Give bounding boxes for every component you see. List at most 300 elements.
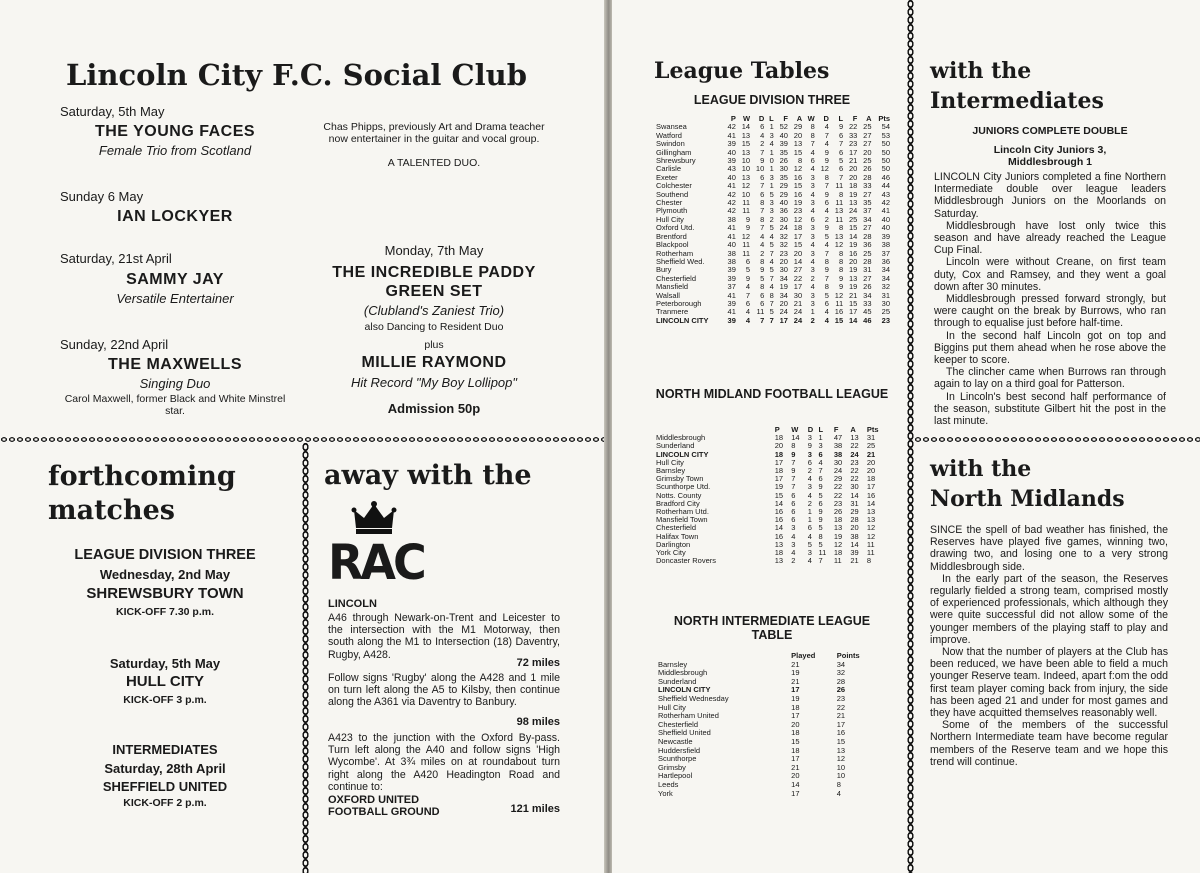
table-row bbox=[658, 772, 880, 781]
table-cell: 9 bbox=[807, 441, 812, 451]
table-cell: 6 bbox=[824, 298, 829, 308]
table-cell: 4 bbox=[810, 240, 815, 250]
table-cell: 42 bbox=[727, 122, 736, 132]
chain-divider bbox=[914, 436, 1200, 443]
table-cell: 24 bbox=[793, 315, 803, 325]
team-name: LINCOLN CITY bbox=[658, 685, 711, 695]
table-cell: 2 bbox=[760, 248, 765, 258]
crown-icon bbox=[350, 500, 398, 536]
table-cell: 11 bbox=[818, 548, 827, 558]
table-cell: 17 bbox=[848, 147, 858, 157]
table-cell: 19 bbox=[848, 282, 858, 292]
table-cell: 18 bbox=[774, 433, 784, 443]
table-cell: 22 bbox=[793, 273, 803, 283]
table-cell: 7 bbox=[791, 457, 796, 467]
table-cell: 33 bbox=[848, 130, 858, 140]
table-cell: 3 bbox=[818, 441, 823, 451]
table-cell: 1 bbox=[807, 515, 812, 525]
team-name: Swindon bbox=[656, 139, 685, 149]
table-cell: 5 bbox=[769, 240, 774, 250]
table-cell: 3 bbox=[810, 298, 815, 308]
table-cell: 25 bbox=[863, 156, 872, 166]
report-paragraph: In the early part of the season, the Reserves regularly fielded a strong team, comprised mostly of experienced professionals, which although they were quite successful did not allow some of the younger members of the playing staff to play and improve. bbox=[930, 572, 1168, 646]
table-cell: 41 bbox=[727, 307, 736, 317]
table-cell: 7 bbox=[838, 139, 844, 149]
team-name: Middlesbrough bbox=[656, 433, 706, 443]
table-cell: 33 bbox=[863, 181, 872, 191]
table-cell: 3 bbox=[810, 265, 815, 275]
table-cell: 8 bbox=[797, 156, 803, 166]
table-cell: 3 bbox=[810, 181, 815, 191]
table-cell: 20 bbox=[779, 298, 788, 308]
north-intermediate-title: NORTH INTERMEDIATE LEAGUE TABLE bbox=[673, 614, 871, 642]
table-cell: 6 bbox=[818, 449, 823, 459]
table-cell: 7 bbox=[791, 474, 796, 484]
report-paragraph: Some of the members of the successful Northern Intermediate team have become regular members of the Reserve team and we hope this trend will continue. bbox=[930, 719, 1168, 768]
table-cell: 20 bbox=[791, 771, 800, 781]
table-cell: 35 bbox=[779, 147, 788, 157]
table-cell: 23 bbox=[850, 457, 859, 467]
team-name: Sheffield Wednesday bbox=[658, 693, 729, 703]
table-cell: 2 bbox=[810, 273, 815, 283]
table-cell: 8 bbox=[824, 172, 829, 182]
table-cell: 3 bbox=[807, 449, 812, 459]
table-cell: 10 bbox=[741, 164, 751, 174]
table-cell: 13 bbox=[848, 198, 858, 208]
table-cell: 42 bbox=[881, 198, 890, 208]
table-cell: 39 bbox=[779, 139, 788, 149]
table-cell: 14 bbox=[850, 539, 859, 549]
table-cell: 17 bbox=[793, 231, 803, 241]
table-cell: 1 bbox=[769, 164, 774, 174]
team-name: Plymouth bbox=[656, 206, 688, 216]
table-cell: 9 bbox=[745, 273, 751, 283]
table-cell: 13 bbox=[774, 556, 784, 566]
table-row bbox=[658, 695, 880, 704]
column-header: D bbox=[807, 425, 814, 434]
table-cell: 8 bbox=[760, 198, 765, 208]
table-cell: 20 bbox=[791, 719, 800, 729]
table-cell: 32 bbox=[779, 231, 788, 241]
table-cell: 31 bbox=[881, 290, 890, 300]
table-cell: 30 bbox=[850, 482, 859, 492]
table-cell: 14 bbox=[866, 498, 876, 508]
table-cell: 14 bbox=[774, 523, 784, 533]
column-header: Points bbox=[836, 651, 860, 660]
table-cell: 17 bbox=[791, 788, 800, 798]
team-name: Bradford City bbox=[656, 498, 700, 508]
match-competition: INTERMEDIATES bbox=[112, 742, 218, 757]
report-paragraph: Now that the number of players at the Club has been reduced, we have been able to field a much younger Reserve team. Indeed, apart f:om the odd first team player coming back from injury, the side has been aged 21 and under for most games and they have acquitted themselves reasonably well. bbox=[930, 646, 1168, 720]
team-name: Sunderland bbox=[658, 676, 697, 686]
team-name: Notts. County bbox=[656, 490, 702, 500]
table-cell: 3 bbox=[791, 539, 796, 549]
table-cell: 38 bbox=[727, 214, 736, 224]
table-cell: 50 bbox=[881, 147, 890, 157]
team-name: Exeter bbox=[656, 172, 678, 182]
table-cell: 13 bbox=[834, 231, 844, 241]
table-cell: 2 bbox=[824, 214, 829, 224]
team-name: Scunthorpe bbox=[658, 754, 697, 764]
event-date: Sunday, 22nd April bbox=[60, 337, 169, 352]
table-cell: 50 bbox=[881, 164, 890, 174]
report-paragraph: LINCOLN City Juniors completed a fine Northern Intermediate double over league leaders Middlesbrough Juniors on the Moorlands on Saturday. bbox=[934, 171, 1166, 220]
team-name: LINCOLN CITY bbox=[656, 449, 709, 459]
table-cell: 8 bbox=[810, 130, 815, 140]
table-cell: 7 bbox=[769, 315, 774, 325]
table-cell: 41 bbox=[727, 181, 736, 191]
table-cell: 34 bbox=[836, 659, 846, 669]
table-cell: 27 bbox=[863, 189, 872, 199]
table-cell: 9 bbox=[745, 214, 751, 224]
table-cell: 39 bbox=[727, 156, 736, 166]
table-cell: 5 bbox=[818, 523, 823, 533]
team-name: Hull City bbox=[656, 457, 684, 467]
division-three-title: LEAGUE DIVISION THREE bbox=[693, 93, 851, 107]
table-cell: 6 bbox=[807, 523, 812, 533]
table-cell: 20 bbox=[863, 147, 872, 157]
team-name: Blackpool bbox=[656, 240, 689, 250]
table-cell: 7 bbox=[824, 181, 829, 191]
table-header bbox=[658, 652, 880, 661]
team-name: York bbox=[658, 788, 673, 798]
table-cell: 16 bbox=[774, 515, 784, 525]
table-cell: 23 bbox=[793, 206, 803, 216]
table-cell: 15 bbox=[741, 139, 751, 149]
table-cell: 39 bbox=[881, 231, 890, 241]
team-name: Huddersfield bbox=[658, 745, 701, 755]
table-cell: 8 bbox=[838, 189, 844, 199]
table-cell: 13 bbox=[834, 206, 844, 216]
table-cell: 17 bbox=[836, 719, 846, 729]
table-cell: 9 bbox=[838, 273, 844, 283]
team-name: Newcastle bbox=[658, 736, 693, 746]
table-cell: 15 bbox=[848, 298, 858, 308]
table-cell: 2 bbox=[791, 556, 796, 566]
table-cell: 24 bbox=[793, 307, 803, 317]
match-date: Saturday, 28th April bbox=[104, 761, 226, 776]
table-cell: 27 bbox=[863, 223, 872, 233]
table-cell: 37 bbox=[727, 282, 736, 292]
table-cell: 6 bbox=[810, 156, 815, 166]
table-cell: 34 bbox=[779, 273, 788, 283]
table-cell: 5 bbox=[745, 265, 751, 275]
match-kickoff: KICK-OFF 7.30 p.m. bbox=[115, 606, 214, 618]
table-cell: 12 bbox=[834, 240, 844, 250]
table-cell: 17 bbox=[791, 685, 800, 695]
table-cell: 50 bbox=[881, 156, 890, 166]
table-cell: 1 bbox=[769, 147, 774, 157]
table-cell: 39 bbox=[727, 315, 736, 325]
table-cell: 7 bbox=[760, 147, 765, 157]
table-cell: 9 bbox=[824, 156, 829, 166]
table-cell: 5 bbox=[769, 189, 774, 199]
event-subtitle: Female Trio from Scotland bbox=[98, 143, 252, 158]
table-cell: 6 bbox=[760, 298, 765, 308]
event-note: Carol Maxwell, former Black and White Minstrel star. bbox=[64, 393, 286, 417]
table-cell: 34 bbox=[881, 273, 890, 283]
table-cell: 19 bbox=[848, 265, 858, 275]
event-title: THE MAXWELLS bbox=[108, 356, 242, 373]
table-cell: 3 bbox=[769, 172, 774, 182]
team-name: Leeds bbox=[658, 779, 679, 789]
forthcoming-title: forthcoming matches bbox=[48, 461, 236, 526]
table-cell: 6 bbox=[824, 198, 829, 208]
team-name: Scunthorpe Utd. bbox=[656, 482, 711, 492]
column-header: A bbox=[866, 114, 872, 123]
table-cell: 40 bbox=[779, 198, 788, 208]
table-cell: 32 bbox=[836, 668, 846, 678]
chain-divider bbox=[0, 436, 604, 443]
report-paragraph: SINCE the spell of bad weather has finished, the Reserves have played five games, winning two, drawing two, and losing one to a very strong Middlesbrough side. bbox=[930, 524, 1168, 573]
division-three-table bbox=[656, 115, 890, 325]
table-cell: 22 bbox=[850, 466, 859, 476]
report-paragraph: The clincher came when Burrows ran through again to lay on a third goal for Patterson. bbox=[934, 366, 1166, 391]
event-date: Saturday, 5th May bbox=[60, 104, 165, 119]
table-cell: 8 bbox=[866, 556, 872, 566]
table-cell: 6 bbox=[807, 457, 812, 467]
table-cell: 22 bbox=[850, 474, 859, 484]
table-cell: 19 bbox=[791, 668, 800, 678]
column-header: D bbox=[823, 114, 829, 123]
table-cell: 20 bbox=[848, 256, 858, 266]
team-name: Mansfield Town bbox=[656, 515, 708, 525]
table-cell: 7 bbox=[769, 298, 774, 308]
table-cell: 5 bbox=[769, 307, 774, 317]
table-cell: 2 bbox=[760, 139, 765, 149]
table-cell: 4 bbox=[745, 282, 751, 292]
table-cell: 27 bbox=[863, 130, 872, 140]
team-name: Gillingham bbox=[656, 147, 692, 157]
table-cell: 12 bbox=[866, 531, 876, 541]
table-cell: 4 bbox=[810, 206, 815, 216]
table-cell: 3 bbox=[807, 482, 812, 492]
table-cell: 4 bbox=[810, 164, 815, 174]
table-cell: 18 bbox=[791, 728, 800, 738]
table-cell: 30 bbox=[833, 457, 843, 467]
table-cell: 44 bbox=[881, 181, 890, 191]
table-cell: 6 bbox=[760, 189, 765, 199]
table-cell: 24 bbox=[850, 449, 859, 459]
table-cell: 4 bbox=[810, 189, 815, 199]
table-cell: 43 bbox=[881, 189, 890, 199]
table-cell: 10 bbox=[741, 156, 751, 166]
away-title: away with the bbox=[324, 460, 532, 491]
table-cell: 13 bbox=[793, 139, 803, 149]
match-result: Lincoln City Juniors 3, bbox=[993, 144, 1107, 156]
table-cell: 16 bbox=[848, 248, 858, 258]
table-cell: 20 bbox=[848, 164, 858, 174]
table-cell: 17 bbox=[866, 482, 876, 492]
table-cell: 17 bbox=[793, 282, 803, 292]
event-title: THE YOUNG FACES bbox=[94, 123, 256, 140]
table-cell: 16 bbox=[834, 307, 844, 317]
table-cell: 2 bbox=[807, 466, 812, 476]
team-name: Chesterfield bbox=[658, 719, 699, 729]
plus-text: plus bbox=[424, 339, 444, 351]
table-cell: 29 bbox=[779, 189, 788, 199]
table-cell: 13 bbox=[774, 539, 784, 549]
route-paragraph: A423 to the junction with the Oxford By-pass. Turn left along the A40 and follow signs 'High Wycombe'. At 3¾ miles on at roundabout turn right along the A420 Headington Road and continue to: bbox=[328, 732, 560, 793]
table-cell: 9 bbox=[824, 189, 829, 199]
table-cell: 32 bbox=[779, 240, 788, 250]
table-cell: 21 bbox=[793, 298, 803, 308]
table-cell: 15 bbox=[793, 181, 803, 191]
table-cell: 7 bbox=[810, 139, 815, 149]
table-cell: 19 bbox=[779, 282, 788, 292]
table-cell: 2 bbox=[769, 214, 774, 224]
team-name: Rotherham bbox=[656, 248, 694, 258]
table-cell: 36 bbox=[863, 240, 872, 250]
table-cell: 53 bbox=[881, 130, 890, 140]
report-paragraph: In Lincoln's best second half performance of the season, substitute Gilbert hit the post in the last minute. bbox=[934, 390, 1166, 428]
table-cell: 38 bbox=[833, 449, 843, 459]
column-header: F bbox=[852, 114, 858, 123]
table-cell: 14 bbox=[774, 498, 784, 508]
column-header: A bbox=[796, 114, 803, 123]
table-cell: 8 bbox=[760, 256, 765, 266]
table-cell: 7 bbox=[760, 206, 765, 216]
table-cell: 6 bbox=[791, 515, 796, 525]
table-cell: 25 bbox=[848, 214, 858, 224]
table-cell: 46 bbox=[863, 315, 872, 325]
table-cell: 22 bbox=[836, 702, 846, 712]
table-cell: 10 bbox=[755, 164, 765, 174]
table-cell: 9 bbox=[838, 122, 844, 132]
table-cell: 24 bbox=[848, 206, 858, 216]
table-cell: 10 bbox=[836, 762, 846, 772]
table-cell: 37 bbox=[881, 248, 890, 258]
team-name: Shrewsbury bbox=[656, 156, 696, 166]
table-cell: 15 bbox=[774, 490, 784, 500]
table-cell: 7 bbox=[838, 172, 844, 182]
table-cell: 3 bbox=[810, 231, 815, 241]
table-cell: 12 bbox=[793, 164, 803, 174]
table-cell: 7 bbox=[818, 466, 823, 476]
table-cell: 20 bbox=[850, 523, 859, 533]
table-cell: 29 bbox=[779, 181, 788, 191]
table-cell: 21 bbox=[791, 676, 800, 686]
event-date: Monday, 7th May bbox=[384, 243, 484, 258]
table-cell: 26 bbox=[863, 164, 872, 174]
match-competition: LEAGUE DIVISION THREE bbox=[74, 547, 256, 563]
table-cell: 24 bbox=[779, 307, 788, 317]
table-cell: 12 bbox=[836, 754, 846, 764]
table-cell: 38 bbox=[833, 441, 843, 451]
table-cell: 8 bbox=[838, 256, 844, 266]
team-name: Doncaster Rovers bbox=[656, 556, 717, 566]
match-result: Middlesbrough 1 bbox=[1008, 156, 1092, 168]
table-cell: 4 bbox=[745, 307, 751, 317]
talented-duo-text: A TALENTED DUO. bbox=[387, 157, 481, 169]
table-cell: 30 bbox=[881, 298, 890, 308]
table-cell: 18 bbox=[774, 548, 784, 558]
table-cell: 9 bbox=[791, 449, 796, 459]
table-cell: 29 bbox=[793, 122, 803, 132]
intermediates-headline: JUNIORS COMPLETE DOUBLE bbox=[972, 125, 1128, 137]
table-cell: 20 bbox=[793, 248, 803, 258]
table-cell: 7 bbox=[760, 315, 765, 325]
table-cell: 15 bbox=[848, 223, 858, 233]
table-cell: 8 bbox=[838, 248, 844, 258]
table-cell: 28 bbox=[863, 256, 872, 266]
table-cell: 4 bbox=[760, 130, 765, 140]
column-header: L bbox=[769, 114, 774, 123]
league-tables-title: League Tables bbox=[654, 58, 830, 84]
table-cell: 14 bbox=[741, 122, 751, 132]
table-cell: 24 bbox=[833, 466, 843, 476]
table-cell: 11 bbox=[833, 556, 842, 566]
table-cell: 8 bbox=[791, 441, 796, 451]
table-cell: 3 bbox=[810, 172, 815, 182]
rac-logo: RAC bbox=[328, 533, 424, 591]
table-cell: 26 bbox=[779, 156, 788, 166]
table-cell: 5 bbox=[818, 539, 823, 549]
team-name: Middlesbrough bbox=[658, 668, 708, 678]
table-cell: 20 bbox=[866, 457, 876, 467]
table-cell: 13 bbox=[741, 172, 751, 182]
team-name: Bury bbox=[656, 265, 672, 275]
table-cell: 18 bbox=[866, 474, 876, 484]
match-opponent: SHEFFIELD UNITED bbox=[102, 779, 228, 794]
table-cell: 5 bbox=[824, 231, 829, 241]
column-header: W bbox=[742, 114, 751, 123]
table-cell: 4 bbox=[810, 282, 815, 292]
match-date: Wednesday, 2nd May bbox=[99, 567, 231, 582]
table-cell: 6 bbox=[760, 122, 765, 132]
table-cell: 13 bbox=[850, 433, 859, 443]
column-header: Played bbox=[791, 651, 816, 660]
table-cell: 5 bbox=[818, 490, 823, 500]
table-cell: 4 bbox=[769, 282, 774, 292]
team-name: Brentford bbox=[656, 231, 687, 241]
table-cell: 9 bbox=[824, 147, 829, 157]
intermediates-report bbox=[934, 171, 1166, 427]
table-cell: 4 bbox=[807, 531, 812, 541]
table-cell: 12 bbox=[741, 231, 751, 241]
table-cell: 1 bbox=[810, 307, 815, 317]
table-cell: 2 bbox=[807, 498, 812, 508]
match-kickoff: KICK-OFF 3 p.m. bbox=[123, 694, 207, 706]
table-cell: 21 bbox=[836, 711, 846, 721]
table-cell: 6 bbox=[760, 172, 765, 182]
table-cell: 0 bbox=[769, 156, 774, 166]
table-cell: 4 bbox=[760, 231, 765, 241]
table-cell: 12 bbox=[741, 181, 751, 191]
match-opponent: HULL CITY bbox=[125, 673, 205, 690]
table-cell: 20 bbox=[774, 441, 784, 451]
column-header: F bbox=[783, 114, 788, 123]
table-cell: 30 bbox=[779, 214, 788, 224]
table-cell: 19 bbox=[833, 531, 843, 541]
team-name: Chesterfield bbox=[656, 273, 697, 283]
table-cell: 41 bbox=[727, 231, 736, 241]
table-cell: 39 bbox=[850, 548, 859, 558]
table-cell: 11 bbox=[835, 198, 844, 208]
column-header: F bbox=[833, 425, 839, 434]
table-cell: 41 bbox=[727, 130, 736, 140]
table-cell: 42 bbox=[727, 189, 736, 199]
table-cell: 11 bbox=[742, 248, 751, 258]
table-cell: 8 bbox=[760, 282, 765, 292]
table-cell: 16 bbox=[836, 728, 846, 738]
event-title: SAMMY JAY bbox=[126, 271, 224, 288]
event-subtitle: Versatile Entertainer bbox=[116, 291, 234, 306]
north-midland-title: NORTH MIDLAND FOOTBALL LEAGUE bbox=[655, 387, 889, 401]
table-cell: 15 bbox=[793, 240, 803, 250]
team-name: York City bbox=[656, 548, 686, 558]
table-cell: 4 bbox=[818, 457, 823, 467]
